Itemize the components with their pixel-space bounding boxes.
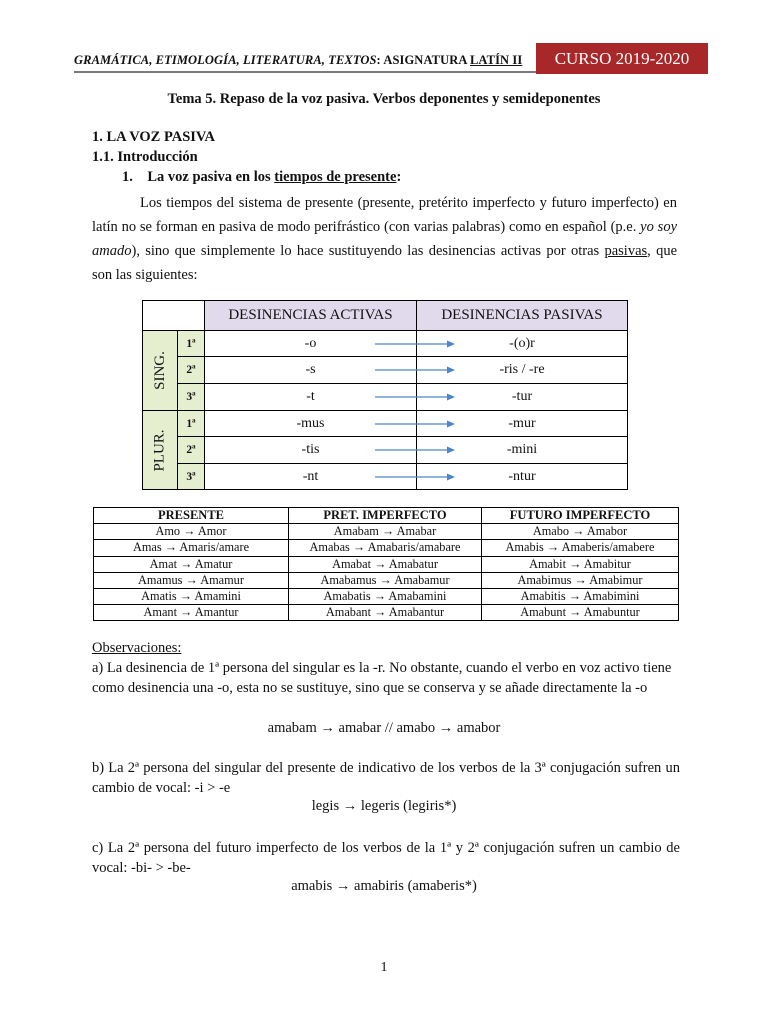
- table-row: [94, 540, 679, 556]
- active-ending: -o: [204, 330, 417, 357]
- table-row: [94, 605, 679, 621]
- column-header-future: FUTURO IMPERFECTO: [482, 508, 679, 524]
- column-header-passive: DESINENCIAS PASIVAS: [416, 300, 628, 331]
- observation-b: b) La 2ª persona del singular del presente de indicativo de los verbos de la 3ª conjugación sufren un cambio de vocal: -i > -e: [92, 760, 680, 796]
- header-subjects: GRAMÁTICA, ETIMOLOGÍA, LITERATURA, TEXTOS: [74, 53, 377, 67]
- table-cell: Amabis → Amaberis/amabere: [482, 540, 679, 556]
- active-ending: -mus: [204, 410, 417, 437]
- table-cell: Amabatis → Amabamini: [289, 588, 482, 604]
- column-header-imperfect: PRET. IMPERFECTO: [289, 508, 482, 524]
- table-cell: Amabas → Amabaris/amabare: [289, 540, 482, 556]
- course-badge: CURSO 2019-2020: [536, 43, 708, 74]
- intro-underlined: pasivas: [604, 243, 648, 259]
- observation-a-example: amabam → amabar // amabo → amabor: [267, 720, 501, 736]
- table-cell: Amabimus → Amabimur: [482, 572, 679, 588]
- table-row: [94, 556, 679, 572]
- active-ending: -nt: [204, 463, 417, 490]
- passive-ending: -ris / -re: [416, 356, 628, 384]
- singular-label: SING.: [142, 330, 178, 411]
- header-separator: : ASIGNATURA: [376, 53, 470, 67]
- corner-cell: [142, 300, 177, 331]
- table-row: [94, 524, 679, 540]
- plural-label: PLUR.: [142, 410, 178, 490]
- arrow-icon: [375, 445, 455, 455]
- table-row: [94, 588, 679, 604]
- passive-ending: -tur: [416, 383, 628, 411]
- table-cell: Amabamus → Amabamur: [289, 572, 482, 588]
- person-number: 2ª: [177, 436, 205, 464]
- arrow-icon: [375, 419, 455, 429]
- observation-c: c) La 2ª persona del futuro imperfecto de los verbos de la 1ª y 2ª conjugación sufren un cambio de vocal: -bi- > -be-: [92, 840, 680, 876]
- observations-heading: Observaciones:: [92, 640, 182, 656]
- section-heading: 1. LA VOZ PASIVA: [92, 129, 215, 145]
- table-cell: Amabitis → Amabimini: [482, 588, 679, 604]
- table-cell: Amabam → Amabar: [289, 524, 482, 540]
- observation-b-example: legis → legeris (legiris*): [311, 798, 457, 814]
- table-cell: Amat → Amatur: [94, 556, 289, 572]
- table-cell: Amamus → Amamur: [94, 572, 289, 588]
- table-cell: Amas → Amaris/amare: [94, 540, 289, 556]
- observation-a: a) La desinencia de 1ª persona del singular es la -r. No obstante, cuando el verbo en voz activo tiene como desinencia una -o, esta no se sustituye, sino que se conserva y se añade directamente la -o: [92, 660, 672, 696]
- intro-paragraph: [92, 191, 677, 287]
- list-item-underlined: tiempos de presente: [274, 169, 397, 185]
- endings-table: [142, 300, 628, 490]
- table-cell: Amo → Amor: [94, 524, 289, 540]
- list-item-text: La voz pasiva en los: [147, 169, 275, 185]
- passive-ending: -ntur: [416, 463, 628, 490]
- corner-cell: [177, 300, 205, 331]
- passive-ending: -mur: [416, 410, 628, 437]
- observation-c-example: amabis → amabiris (amaberis*): [291, 878, 477, 894]
- table-cell: Amatis → Amamini: [94, 588, 289, 604]
- arrow-icon: [375, 365, 455, 375]
- subsection-heading: 1.1. Introducción: [92, 149, 198, 165]
- tenses-table: [93, 507, 679, 621]
- passive-ending: -mini: [416, 436, 628, 464]
- table-row: [94, 572, 679, 588]
- list-item-number: 1.: [122, 169, 133, 185]
- intro-text-2: ), sino que simplemente lo hace sustituyendo las desinencias activas por otras: [131, 243, 605, 259]
- page-title: Tema 5. Repaso de la voz pasiva. Verbos deponentes y semideponentes: [167, 91, 601, 107]
- table-cell: Amabo → Amabor: [482, 524, 679, 540]
- intro-text-1: Los tiempos del sistema de presente (presente, pretérito imperfecto y futuro imperfecto) en latín no se forman en pasiva de modo perifrástico (con varias palabras) como en español (p.e.: [92, 195, 677, 235]
- table-cell: Amabant → Amabantur: [289, 605, 482, 621]
- passive-ending: -(o)r: [416, 330, 628, 357]
- intro-italic: yo soy amado: [92, 219, 677, 259]
- active-ending: -s: [204, 356, 417, 384]
- column-header-active: DESINENCIAS ACTIVAS: [204, 300, 417, 331]
- person-number: 2ª: [177, 356, 205, 384]
- header-subject: LATÍN II: [470, 53, 523, 67]
- table-cell: Amabit → Amabitur: [482, 556, 679, 572]
- table-cell: Amabat → Amabatur: [289, 556, 482, 572]
- column-header-present: PRESENTE: [94, 508, 289, 524]
- person-number: 1ª: [177, 410, 205, 437]
- arrow-icon: [375, 339, 455, 349]
- page-number: 1: [380, 960, 388, 975]
- arrow-icon: [375, 472, 455, 482]
- header-rule: [74, 71, 536, 73]
- person-number: 3ª: [177, 463, 205, 490]
- active-ending: -tis: [204, 436, 417, 464]
- active-ending: -t: [204, 383, 417, 411]
- intro-text-3: , que son las siguientes:: [92, 243, 678, 283]
- table-cell: Amabunt → Amabuntur: [482, 605, 679, 621]
- table-cell: Amant → Amantur: [94, 605, 289, 621]
- person-number: 1ª: [177, 330, 205, 357]
- person-number: 3ª: [177, 383, 205, 411]
- list-item-heading: [122, 169, 401, 186]
- arrow-icon: [375, 392, 455, 402]
- list-item-colon: :: [396, 169, 402, 185]
- document-header: [74, 53, 522, 68]
